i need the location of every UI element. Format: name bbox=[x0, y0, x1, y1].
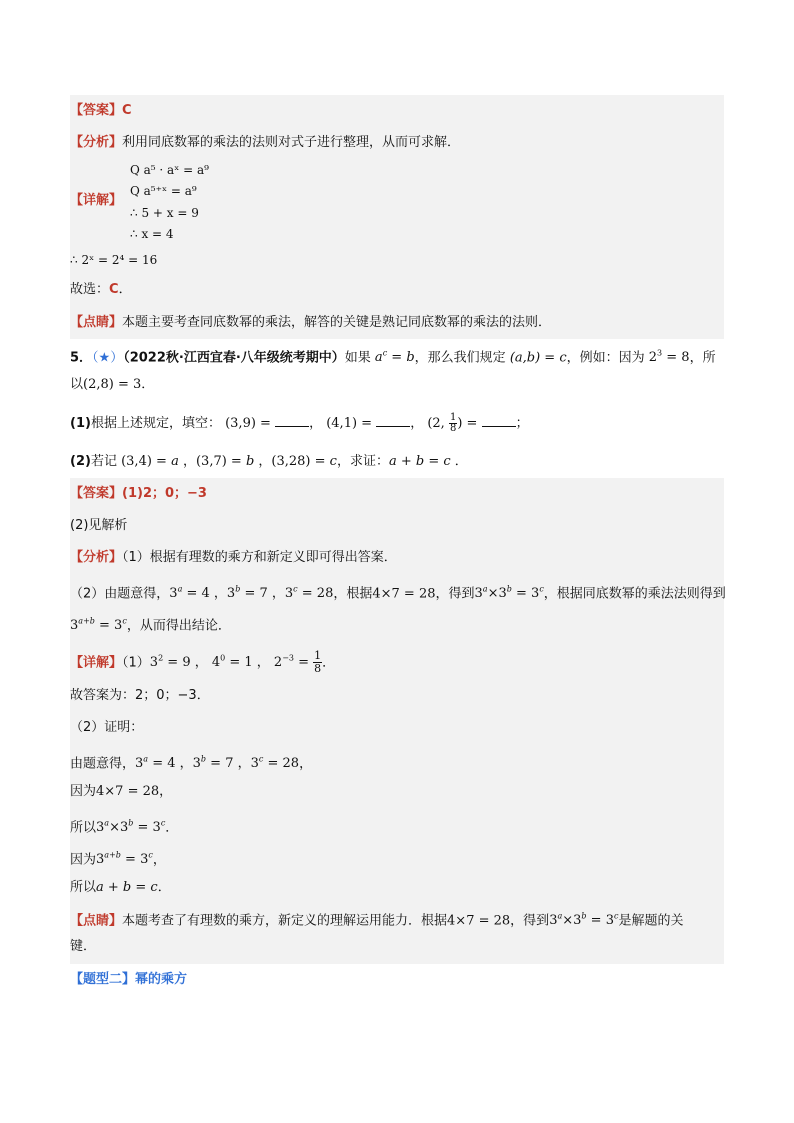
q5-part1-label: (1) bbox=[70, 416, 91, 431]
q5-proof-head: （2）证明： bbox=[70, 712, 724, 744]
q5-part1-text: 根据上述规定，填空： bbox=[90, 416, 221, 431]
q5-proof-4-eq: $3^{a+b} = 3^c$ bbox=[96, 851, 153, 868]
q4-detail-line-4: ∴ x = 4 bbox=[130, 227, 174, 241]
q5-def-rule: (a,b) = c bbox=[509, 350, 567, 366]
q5-proof-2: 因为 bbox=[70, 784, 97, 799]
q5-answer-row bbox=[70, 478, 724, 510]
q5-part2-label: (2) bbox=[70, 454, 91, 469]
q4-choice-prefix: 故选： bbox=[70, 282, 110, 297]
q4-result-line: ∴ 2ˣ = 2⁴ = 16 bbox=[70, 247, 724, 273]
q5-analysis-mul: $3^a\times 3^b = 3^c$ bbox=[474, 585, 544, 602]
q4-choice-suffix: ． bbox=[118, 282, 132, 297]
q5-part2-row: (2)若记 (3,4) = a ，(3,7) = b ，(3,28) = c，求证：a + b = c ． bbox=[70, 454, 468, 469]
q4-comment-tag: 【点睛】 bbox=[70, 315, 123, 330]
q4-answer-tag: 【答案】 bbox=[70, 103, 123, 118]
q5-analysis-2d: ，根据同底数幂的乘法法则得到 bbox=[543, 586, 726, 602]
q5-comment-b: ，得到 bbox=[510, 913, 550, 929]
q5-part2-eqs: (3,4) = a ，(3,7) = b ，(3,28) = c bbox=[121, 454, 337, 469]
q5-stem-a: 如果 bbox=[344, 350, 371, 366]
q5-part2-proof: ，求证： bbox=[336, 454, 389, 469]
q5-detail-1: （1） bbox=[122, 655, 150, 671]
q5-comment-c: 是解题的关 bbox=[618, 913, 684, 929]
q5-analysis-eqs: $3^a = 4$ ，$3^b = 7$ ，$3^c = 28$ bbox=[169, 585, 334, 602]
blank-3[interactable]: (2, $\frac{1}{8}$ ) = bbox=[427, 416, 515, 431]
q5-analysis-3-row bbox=[70, 606, 724, 638]
q5-number: 5． bbox=[70, 350, 93, 366]
q5-comment-mul: $3^a\times 3^b = 3^c$ bbox=[549, 912, 619, 929]
q5-comment-row bbox=[70, 904, 724, 934]
q5-proof-2-row: 因为4×7 = 28， bbox=[70, 776, 724, 808]
q5-proof-4-row: 因为$3^{a+b} = 3^c$， bbox=[70, 840, 724, 872]
q4-analysis-row bbox=[70, 127, 724, 159]
q5-analysis-prod: 4×7 = 28 bbox=[372, 586, 436, 602]
q4-comment-text: 本题主要考查同底数幂的乘法，解答的关键是熟记同底数幂的乘法的法则． bbox=[122, 315, 552, 330]
q5-comment-eq: 4×7 = 28 bbox=[447, 913, 511, 929]
q5-proof-4: 因为 bbox=[70, 852, 97, 868]
blank-1[interactable]: (3,9) = bbox=[225, 416, 309, 431]
blank-2[interactable]: (4,1) = bbox=[326, 416, 410, 431]
q5-stem-e: 以 bbox=[70, 377, 84, 392]
q5-stem-b: ，那么我们规定 bbox=[414, 350, 506, 366]
q5-proof-3-row: 所以$3^a\times 3^b = 3^c$． bbox=[70, 808, 724, 840]
q5-analysis-2b: ，根据 bbox=[333, 586, 373, 602]
q5-answer-tag: 【答案】 bbox=[70, 486, 123, 501]
q5-example: $2^3 = 8$ bbox=[648, 349, 690, 366]
q5-proof-5: 所以 bbox=[70, 880, 97, 895]
q5-part2-claim: a + b = c bbox=[388, 454, 451, 469]
q5-analysis-tag: 【分析】 bbox=[70, 550, 123, 565]
q4-detail-line-2: Q a⁵⁺ˣ = a⁹ bbox=[130, 184, 197, 198]
q5-proof-3-eq: $3^a\times 3^b = 3^c$ bbox=[96, 819, 166, 836]
q5-source: （2022秋·江西宜春·八年级统考期中） bbox=[123, 350, 345, 366]
star-icon: （★） bbox=[92, 350, 124, 366]
q4-detail-line-3: ∴ 5 + x = 9 bbox=[130, 206, 199, 220]
q5-detail-eqs: $3^2 = 9$ ， $4^0 = 1$ ， $2^{-3}$ = $\frac{1}{8}$ bbox=[149, 649, 322, 676]
q5-part1-row: (1)根据上述规定，填空： (3,9) = ， (4,1) = ， (2, $\frac{1}{8}$ ) = ； bbox=[70, 412, 529, 434]
q5-proof-3: 所以 bbox=[70, 820, 97, 836]
q5-example-result: (2,8) = 3 bbox=[83, 377, 142, 392]
section-heading: 【题型二】幂的乘方 bbox=[70, 972, 188, 987]
q5-proof-1-row: 由题意得，$3^a = 4$ ，$3^b = 7$ ，$3^c = 28$， bbox=[70, 744, 724, 776]
q4-comment-row bbox=[70, 307, 724, 339]
q5-analysis-sum: $3^{a+b} = 3^c$ bbox=[70, 617, 127, 634]
q4-analysis-tag: 【分析】 bbox=[70, 135, 123, 150]
q5-comment-a: 本题考查了有理数的乘方，新定义的理解运用能力．根据 bbox=[122, 913, 448, 929]
q5-stem-line-1 bbox=[70, 344, 724, 368]
q5-proof-5-eq: a + b = c bbox=[96, 880, 158, 895]
q5-comment-tag: 【点睛】 bbox=[70, 913, 123, 929]
q4-answer-row bbox=[70, 95, 724, 127]
q5-analysis-row bbox=[70, 542, 724, 574]
q4-detail-tag: 【详解】 bbox=[70, 193, 123, 208]
q5-proof-1: 由题意得， bbox=[70, 756, 136, 772]
q4-choice-row bbox=[70, 273, 724, 307]
q5-stem-line-2: 以(2,8) = 3． bbox=[70, 377, 155, 392]
q5-analysis-2 bbox=[70, 574, 724, 606]
q5-proof-5-row: 所以a + b = c． bbox=[70, 872, 724, 904]
q5-detail-tag: 【详解】 bbox=[70, 655, 123, 671]
q5-comment-d: 键． bbox=[70, 934, 724, 964]
q5-answer-part2: (2)见解析 bbox=[70, 510, 724, 542]
q5-stem-c: ，例如：因为 bbox=[566, 350, 645, 366]
q4-answer-value: C bbox=[122, 103, 132, 118]
q5-detail-row: 【详解】$(1)3^2 = 9$ ， $4^0 = 1$ ， $2^{-3}$ = $\frac{1}{8}$ ． bbox=[70, 638, 724, 680]
q5-analysis-1: （1）根据有理数的乘方和新定义即可得出答案． bbox=[122, 550, 397, 565]
q5-proof-2-eq: 4×7 = 28 bbox=[96, 784, 160, 799]
q5-proof-1-eqs: $3^a = 4$ ，$3^b = 7$ ，$3^c = 28$ bbox=[135, 755, 300, 772]
q4-analysis-text: 利用同底数幂的乘法的法则对式子进行整理，从而可求解． bbox=[122, 135, 461, 150]
q5-analysis-3: ，从而得出结论． bbox=[126, 618, 231, 634]
q4-choice-value: C bbox=[109, 282, 119, 297]
q5-detail-answer: 故答案为：2；0；−3． bbox=[70, 680, 724, 712]
q5-def-eq: $a^c = b$ bbox=[374, 349, 415, 366]
q5-analysis-2a: （2）由题意得， bbox=[70, 586, 170, 602]
q5-stem-d: ，所 bbox=[689, 350, 716, 366]
q5-part2-text: 若记 bbox=[90, 454, 117, 469]
q5-answer-value: (1)2；0；−3 bbox=[122, 486, 207, 501]
q5-analysis-2c: ，得到 bbox=[435, 586, 475, 602]
q4-detail-line-1: Q a⁵ · aˣ = a⁹ bbox=[130, 163, 209, 177]
